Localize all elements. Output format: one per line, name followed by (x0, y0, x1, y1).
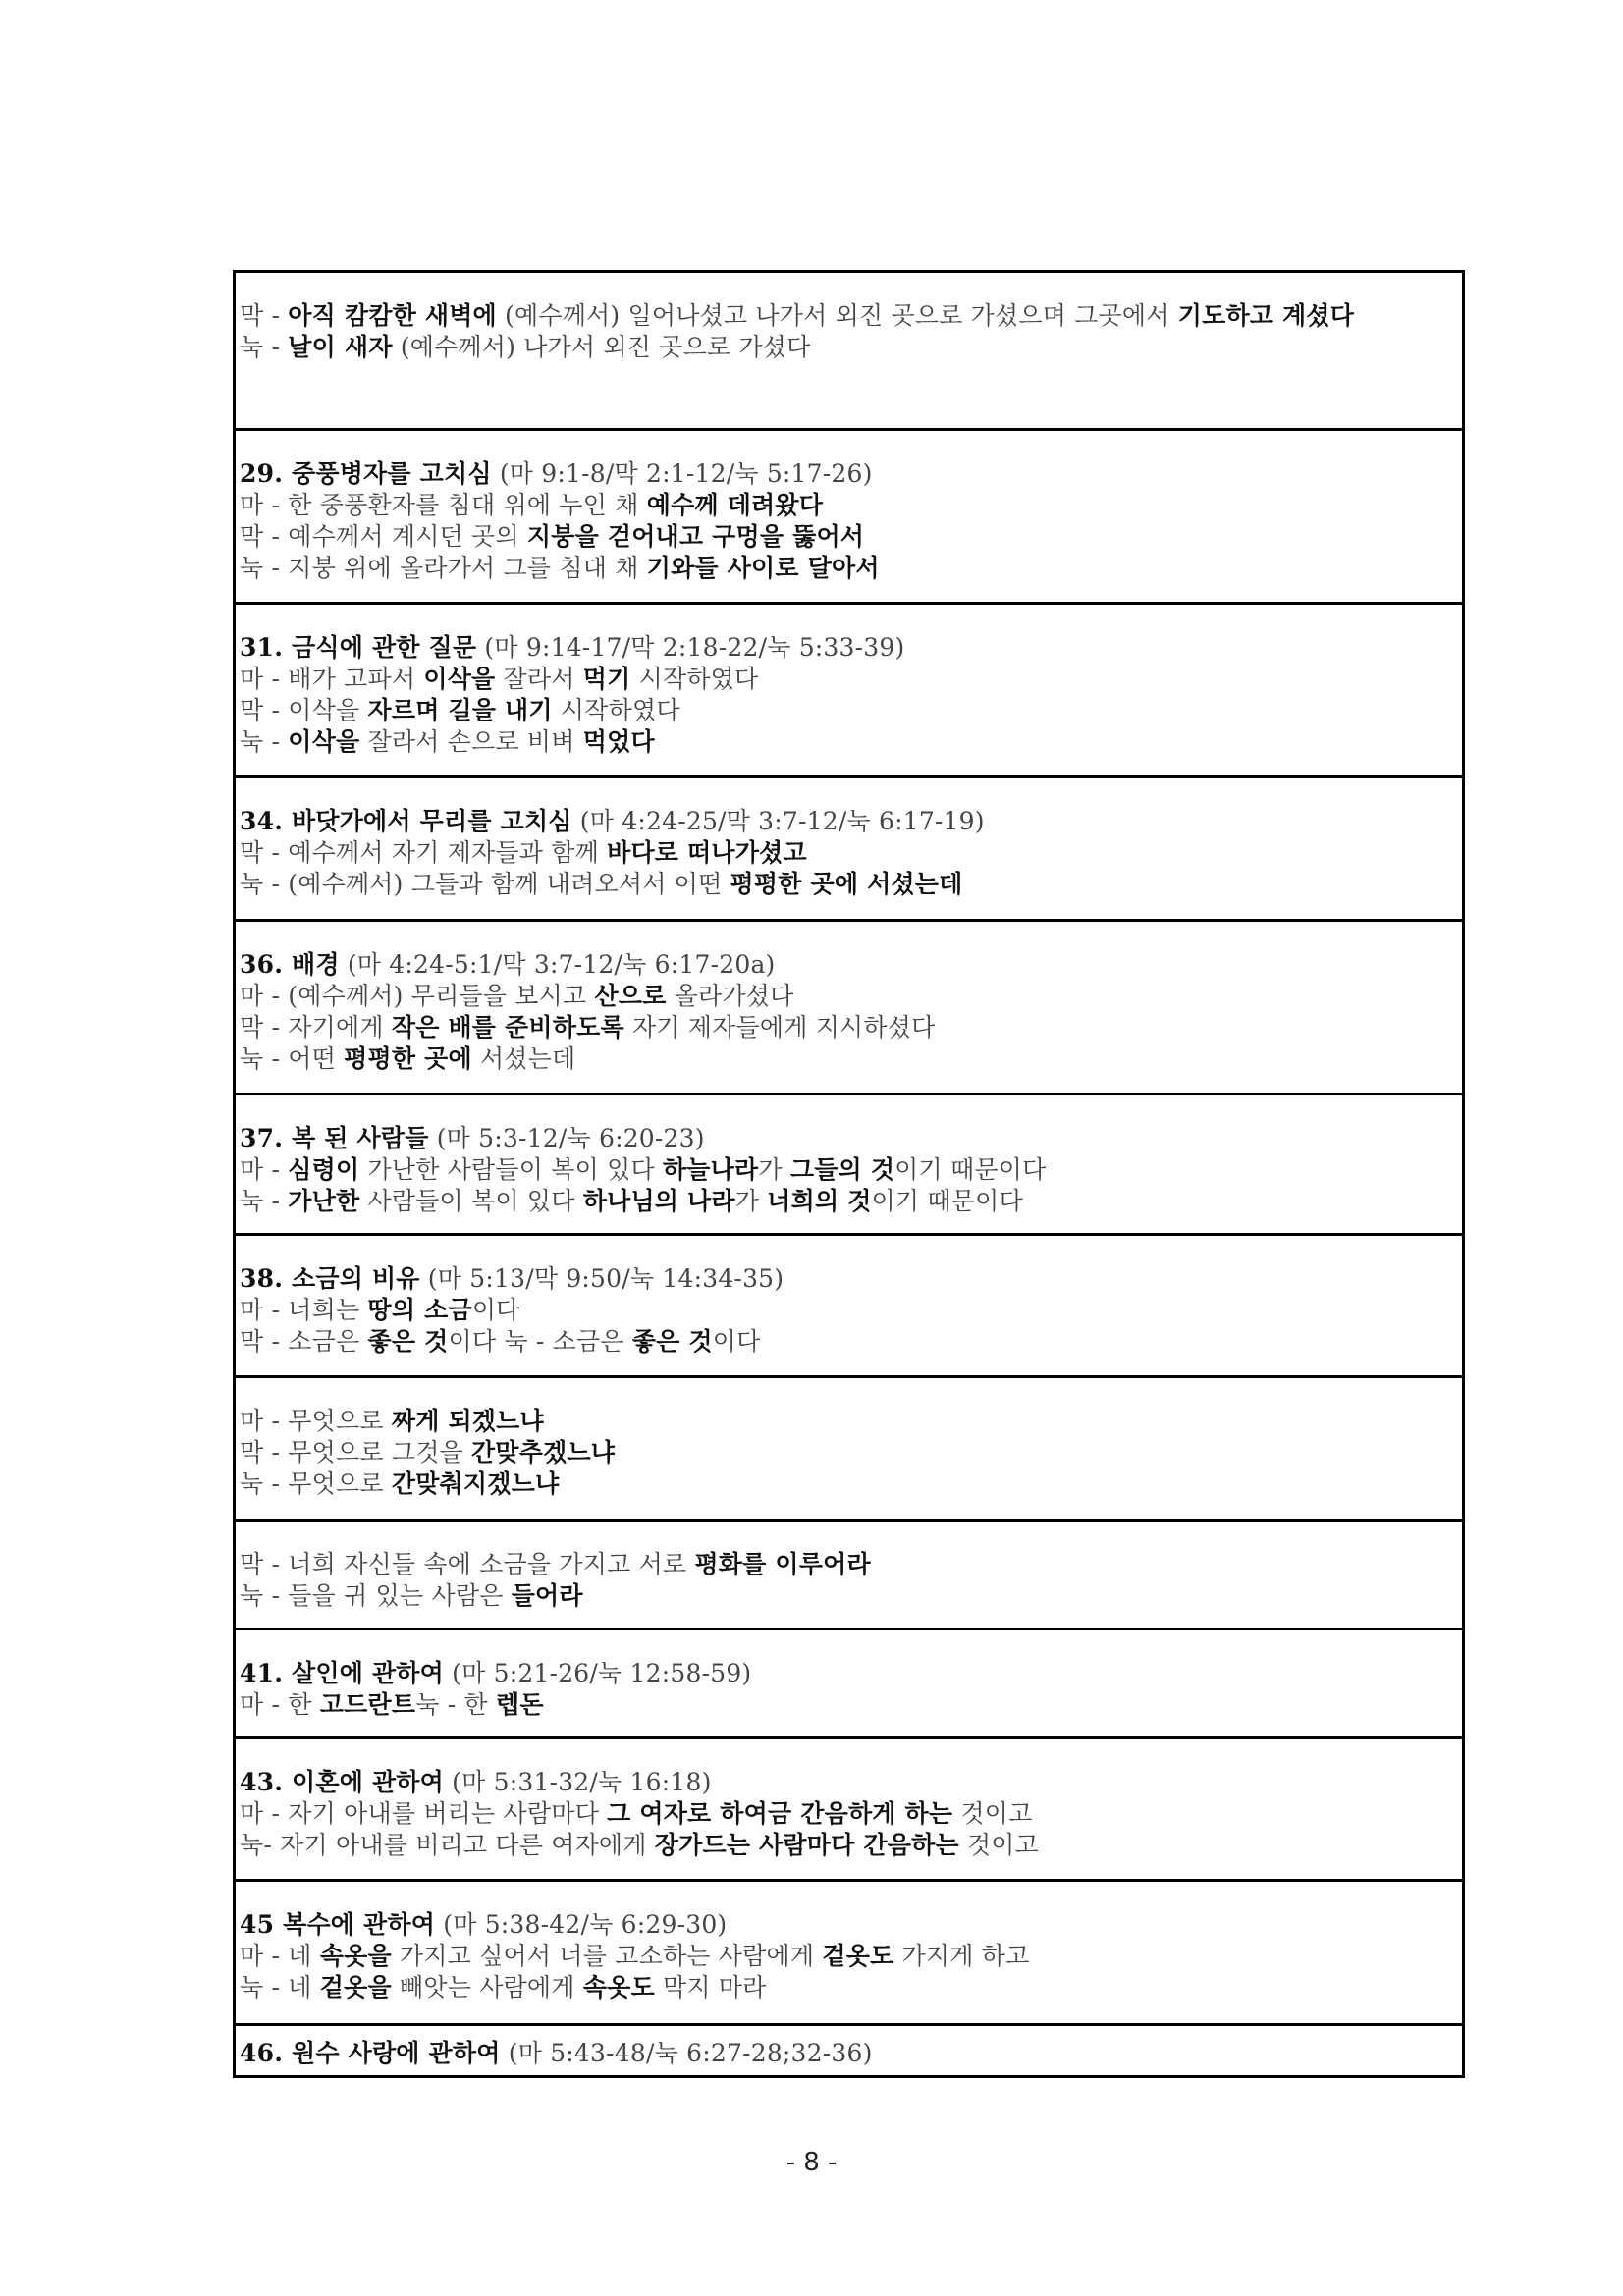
table-cell (236, 605, 1462, 778)
bold-text: 31. 금식에 관한 질문 (240, 633, 477, 662)
comparison-table (233, 270, 1465, 2078)
text-line (240, 726, 1458, 758)
plain-text: 눅 - 무엇으로 (240, 1469, 392, 1498)
bold-text: 렙돈 (496, 1690, 544, 1719)
table-cell (236, 1882, 1462, 2026)
table-cell (236, 2026, 1462, 2075)
plain-text: 마 - 한 (240, 1690, 320, 1719)
bold-text: 자르며 길을 내기 (367, 696, 553, 724)
plain-text: 잘라서 손으로 비벼 (359, 727, 583, 756)
text-line (240, 664, 1458, 695)
bold-text: 작은 배를 준비하도록 (391, 1013, 624, 1041)
bold-text: 43. 이혼에 관하여 (240, 1768, 445, 1796)
plain-text: 이다 (712, 1327, 761, 1356)
bold-text: 그 여자로 하여금 간음하게 하는 (607, 1799, 953, 1828)
plain-text: 막 - 너희 자신들 속에 소금을 가지고 서로 (240, 1550, 695, 1578)
bold-text: 이삭을 (423, 665, 496, 693)
plain-text: 가 (734, 1187, 768, 1215)
bold-text: 기와들 사이로 달아서 (646, 554, 880, 582)
table-cell (236, 778, 1462, 922)
table-cell (236, 1095, 1462, 1236)
plain-text: 시작하였다 (630, 665, 759, 693)
text-line (240, 332, 1458, 363)
plain-text: 사람들이 복이 있다 (359, 1187, 583, 1215)
plain-text: 가난한 사람들이 복이 있다 (359, 1155, 663, 1184)
bold-text: 지붕을 걷어내고 구멍을 뚫어서 (526, 522, 865, 551)
text-line (240, 1406, 1458, 1437)
table-cell (236, 1630, 1462, 1739)
bold-text: 날이 새자 (288, 333, 393, 361)
table-cell (236, 1739, 1462, 1882)
bold-text: 심령이 (288, 1155, 360, 1184)
bold-text: 평평한 곳에 (344, 1044, 472, 1073)
text-line (240, 1468, 1458, 1500)
text-line (240, 1437, 1458, 1468)
text-line (240, 1263, 1458, 1295)
text-line (240, 300, 1458, 332)
table-cell (236, 1378, 1462, 1522)
bold-text: 속옷도 (582, 1973, 655, 2002)
bold-text: 들어라 (511, 1581, 583, 1610)
plain-text: (마 4:24-5:1/막 3:7-12/눅 6:17-20a) (339, 950, 776, 979)
text-line (240, 1580, 1458, 1612)
bold-text: 36. 배경 (240, 950, 340, 979)
bold-text: 그들의 것 (789, 1155, 895, 1184)
plain-text: 눅 - 네 (240, 1973, 320, 2002)
plain-text: (마 9:14-17/막 2:18-22/눅 5:33-39) (476, 633, 905, 662)
plain-text: 막 - 소금은 (240, 1327, 368, 1356)
plain-text: 마 - 무엇으로 (240, 1407, 392, 1435)
plain-text: (마 5:3-12/눅 6:20-23) (428, 1124, 705, 1152)
plain-text: 이다 눅 - 소금은 (448, 1327, 632, 1356)
plain-text: 마 - 자기 아내를 버리는 사람마다 (240, 1799, 608, 1828)
text-line (240, 981, 1458, 1012)
table-cell (236, 1522, 1462, 1630)
bold-text: 좋은 것 (631, 1327, 713, 1356)
plain-text: 막 - 이삭을 (240, 696, 368, 724)
plain-text: 자기 제자들에게 지시하셨다 (623, 1013, 936, 1041)
plain-text: 시작하였다 (552, 696, 680, 724)
bold-text: 46. 원수 사랑에 관하여 (240, 2039, 501, 2067)
text-line (240, 1186, 1458, 1217)
table-cell (236, 431, 1462, 605)
bold-text: 산으로 (594, 982, 667, 1010)
plain-text: 마 - 한 중풍환자를 침대 위에 누인 채 (240, 491, 647, 519)
table-cell (236, 273, 1462, 431)
plain-text: 것이고 (958, 1831, 1039, 1859)
plain-text: 이다 (471, 1296, 520, 1324)
plain-text: 눅 - (240, 1187, 289, 1215)
bold-text: 평평한 곳에 서셨는데 (730, 870, 963, 898)
bold-text: 겉옷도 (822, 1942, 894, 1970)
text-line (240, 1830, 1458, 1861)
bold-text: 장가드는 사람마다 간음하는 (654, 1831, 959, 1859)
text-line (240, 1658, 1458, 1689)
text-line (240, 1012, 1458, 1043)
bold-text: 45 복수에 관하여 (240, 1910, 436, 1939)
text-line (240, 1798, 1458, 1830)
bold-text: 41. 살인에 관하여 (240, 1659, 445, 1687)
plain-text: 눅 - 지붕 위에 올라가서 그를 침대 채 (240, 554, 647, 582)
bold-text: 34. 바닷가에서 무리를 고치심 (240, 807, 572, 835)
plain-text: 눅 - (예수께서) 그들과 함께 내려오셔서 어떤 (240, 870, 730, 898)
plain-text: 눅 - 들을 귀 있는 사람은 (240, 1581, 512, 1610)
text-line (240, 806, 1458, 837)
bold-text: 바다로 떠나가셨고 (607, 838, 807, 867)
bold-text: 이삭을 (288, 727, 360, 756)
text-line (240, 490, 1458, 521)
text-line (240, 1326, 1458, 1358)
text-line (240, 1123, 1458, 1154)
plain-text: (마 5:43-48/눅 6:27-28;32-36) (500, 2039, 873, 2067)
bold-text: 속옷을 (319, 1942, 392, 1970)
text-line (240, 1295, 1458, 1326)
plain-text: (예수께서) 일어나셨고 나가서 외진 곳으로 가셨으며 그곳에서 (496, 301, 1178, 330)
text-line (240, 1154, 1458, 1186)
bold-text: 너희의 것 (767, 1187, 872, 1215)
bold-text: 37. 복 된 사람들 (240, 1124, 429, 1152)
plain-text: 가 (758, 1155, 790, 1184)
plain-text: (마 5:13/막 9:50/눅 14:34-35) (419, 1264, 784, 1293)
bold-text: 아직 캄캄한 새벽에 (288, 301, 497, 330)
plain-text: 서셨는데 (471, 1044, 576, 1073)
plain-text: 마 - 네 (240, 1942, 320, 1970)
bold-text: 땅의 소금 (367, 1296, 472, 1324)
bold-text: 하나님의 나라 (582, 1187, 735, 1215)
plain-text: 마 - 너희는 (240, 1296, 368, 1324)
bold-text: 간맞추겠느냐 (471, 1438, 616, 1467)
plain-text: 빼앗는 사람에게 (391, 1973, 583, 2002)
bold-text: 좋은 것 (367, 1327, 449, 1356)
plain-text: (마 5:21-26/눅 12:58-59) (444, 1659, 752, 1687)
bold-text: 겉옷을 (319, 1973, 392, 2002)
plain-text: 눅 - 한 (415, 1690, 496, 1719)
text-line (240, 695, 1458, 726)
text-line (240, 1549, 1458, 1580)
bold-text: 38. 소금의 비유 (240, 1264, 420, 1293)
bold-text: 가난한 (288, 1187, 360, 1215)
plain-text: 이기 때문이다 (871, 1187, 1023, 1215)
plain-text: 올라가셨다 (666, 982, 794, 1010)
plain-text: (마 5:31-32/눅 16:18) (444, 1768, 712, 1796)
plain-text: 막 - (240, 301, 289, 330)
plain-text: (예수께서) 나가서 외진 곳으로 가셨다 (392, 333, 811, 361)
plain-text: 이기 때문이다 (894, 1155, 1047, 1184)
bold-text: 먹기 (582, 665, 631, 693)
text-line (240, 521, 1458, 553)
plain-text: 눅 - (240, 727, 289, 756)
plain-text: (마 4:24-25/막 3:7-12/눅 6:17-19) (571, 807, 985, 835)
plain-text: 가지게 하고 (893, 1942, 1030, 1970)
plain-text: 가지고 싶어서 너를 고소하는 사람에게 (391, 1942, 823, 1970)
bold-text: 예수께 데려왔다 (646, 491, 824, 519)
plain-text: 막 - 자기에게 (240, 1013, 392, 1041)
bold-text: 고드란트 (319, 1690, 416, 1719)
bold-text: 29. 중풍병자를 고치심 (240, 459, 492, 488)
text-line (240, 869, 1458, 900)
table-cell (236, 922, 1462, 1095)
text-line (240, 1909, 1458, 1941)
plain-text: 마 - 배가 고파서 (240, 665, 424, 693)
table-cell (236, 1236, 1462, 1378)
bold-text: 짜게 되겠느냐 (391, 1407, 544, 1435)
bold-text: 평화를 이루어라 (694, 1550, 871, 1578)
plain-text: 눅- 자기 아내를 버리고 다른 여자에게 (240, 1831, 655, 1859)
bold-text: 기도하고 계셨다 (1177, 301, 1355, 330)
plain-text: 것이고 (952, 1799, 1033, 1828)
plain-text: 막 - 예수께서 자기 제자들과 함께 (240, 838, 608, 867)
plain-text: 막 - 무엇으로 그것을 (240, 1438, 472, 1467)
plain-text: 마 - (예수께서) 무리들을 보시고 (240, 982, 595, 1010)
page-number: - 8 - (785, 2148, 838, 2177)
plain-text: 눅 - 어떤 (240, 1044, 345, 1073)
bold-text: 간맞춰지겠느냐 (391, 1469, 560, 1498)
plain-text: (마 9:1-8/막 2:1-12/눅 5:17-26) (491, 459, 873, 488)
plain-text: 눅 - (240, 333, 289, 361)
plain-text: 막 - 예수께서 계시던 곳의 (240, 522, 527, 551)
text-line (240, 1941, 1458, 1972)
text-line (240, 1767, 1458, 1798)
text-line (240, 1972, 1458, 2003)
text-line (240, 1043, 1458, 1075)
text-line (240, 837, 1458, 869)
text-line (240, 553, 1458, 584)
plain-text: (마 5:38-42/눅 6:29-30) (435, 1910, 728, 1939)
plain-text: 잘라서 (495, 665, 583, 693)
text-line (240, 458, 1458, 490)
text-line (240, 1689, 1458, 1721)
bold-text: 하늘나라 (662, 1155, 759, 1184)
text-line (240, 632, 1458, 664)
bold-text: 먹었다 (582, 727, 655, 756)
plain-text: 마 - (240, 1155, 289, 1184)
text-line (240, 949, 1458, 981)
text-line (240, 2038, 1458, 2069)
plain-text: 막지 마라 (654, 1973, 767, 2002)
